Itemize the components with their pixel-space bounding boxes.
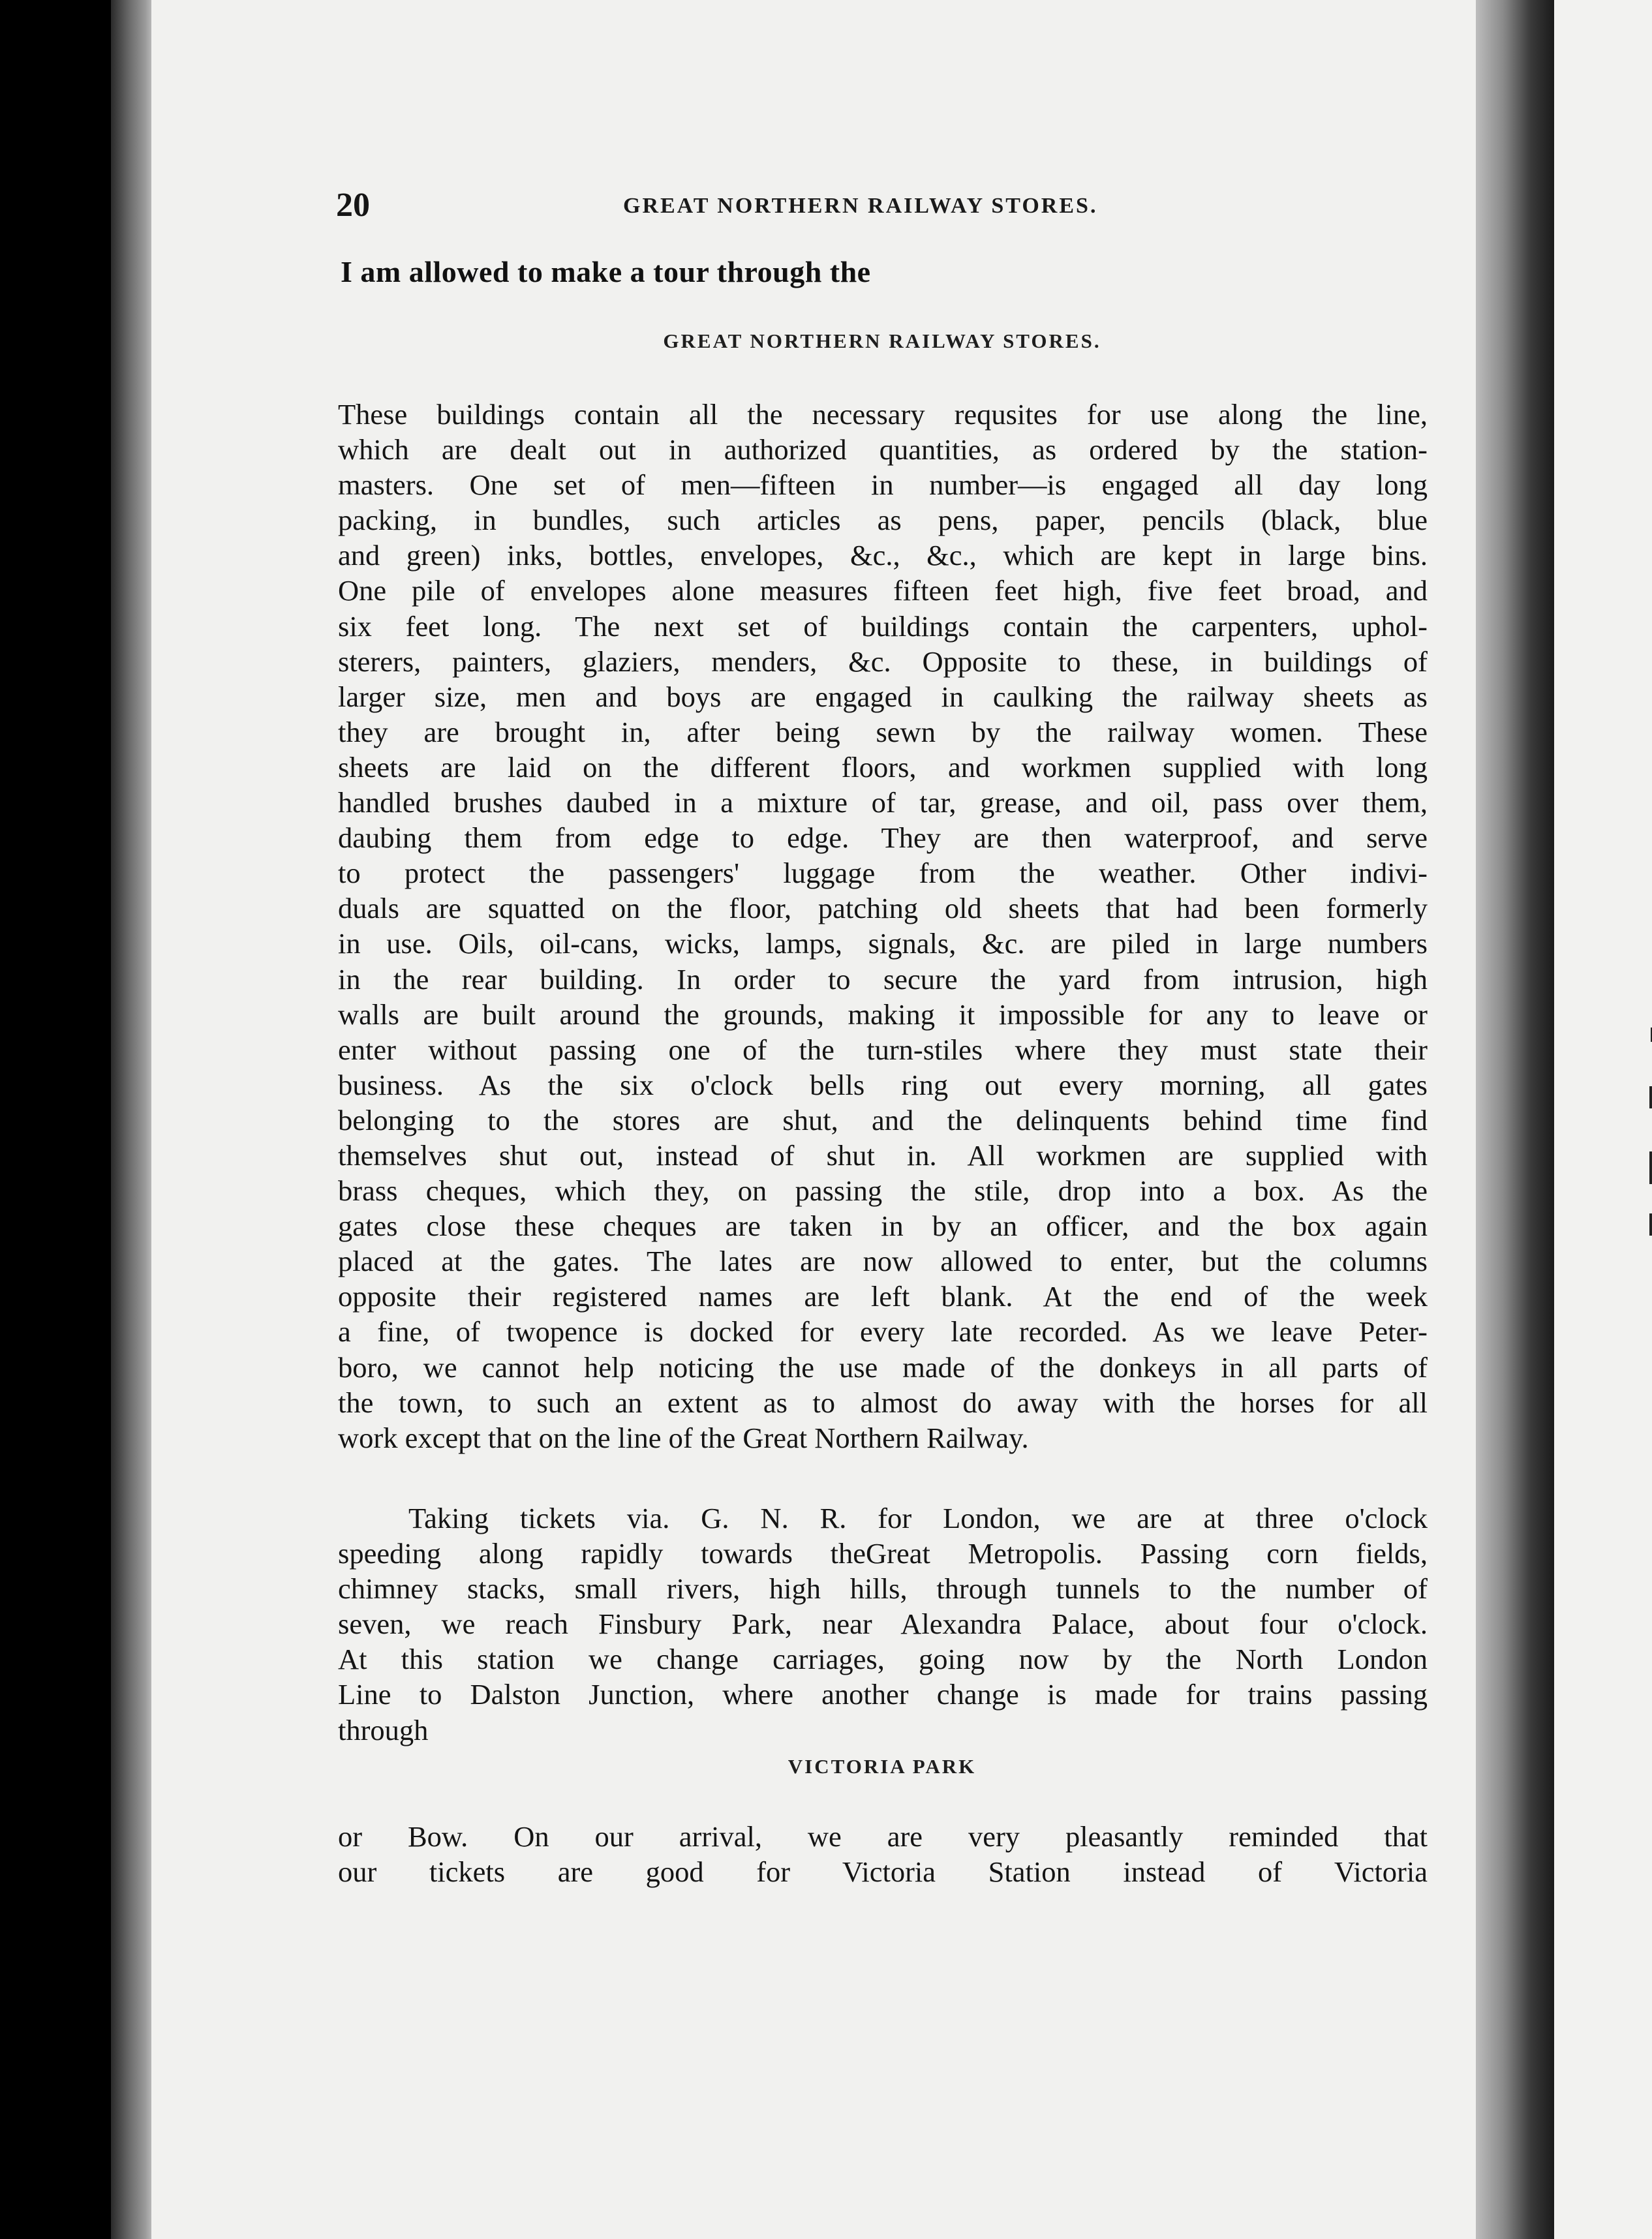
text-line: These buildings contain all the necessary requsites for use along the line, — [338, 398, 1428, 431]
text-line: Taking tickets via. G. N. R. for London, we are at three o'clock — [408, 1502, 1428, 1534]
text-line: which are dealt out in authorized quantities, as ordered by the station- — [338, 433, 1428, 466]
section-heading-park: VICTORIA PARK — [788, 1755, 977, 1778]
text-line: boro, we cannot help noticing the use made of the donkeys in all parts of — [338, 1350, 1428, 1384]
text-line: masters. One set of men—fifteen in number—is engaged all day long — [338, 468, 1428, 502]
text-line: a fine, of twopence is docked for every late recorded. As we leave Peter- — [338, 1315, 1428, 1348]
text-line: walls are built around the grounds, making it impossible for any to leave or — [338, 998, 1428, 1031]
text-line: in the rear building. In order to secure the yard from intrusion, high — [338, 962, 1428, 996]
intro-line: I am allowed to make a tour through the — [341, 255, 871, 288]
section-heading-stores: GREAT NORTHERN RAILWAY STORES. — [663, 329, 1101, 352]
text-line: to protect the passengers' luggage from the weather. Other indivi- — [338, 857, 1428, 890]
text-line: sheets are laid on the different floors, and workmen supplied with long — [338, 750, 1428, 784]
text-line: belonging to the stores are shut, and the delinquents behind time find — [338, 1103, 1428, 1136]
text-line: speeding along rapidly towards theGreat Metropolis. Passing corn fields, — [338, 1537, 1428, 1570]
text-line: six feet long. The next set of buildings contain the carpenters, uphol- — [338, 609, 1428, 643]
text-line: brass cheques, which they, on passing the stile, drop into a box. As the — [338, 1174, 1428, 1208]
text-line: work except that on the line of the Great Northern Railway. — [338, 1421, 1029, 1454]
text-line: opposite their registered names are left blank. At the end of the week — [338, 1280, 1428, 1313]
text-line: Line to Dalston Junction, where another change is made for trains passing — [338, 1678, 1428, 1711]
text-line: in use. Oils, oil-cans, wicks, lamps, signals, &c. are piled in large numbers — [338, 927, 1428, 960]
paragraph-journey — [338, 1500, 1428, 1748]
text-line: sterers, painters, glaziers, menders, &c. Opposite to these, in buildings of — [338, 645, 1428, 678]
text-line: At this station we change carriages, going now by the North London — [338, 1643, 1428, 1676]
text-line: gates close these cheques are taken in by an officer, and the box again — [338, 1210, 1428, 1243]
text-line: enter without passing one of the turn-stiles where they must state their — [338, 1033, 1428, 1066]
text-line: chimney stacks, small rivers, high hills, through tunnels to the number of — [338, 1572, 1428, 1606]
text-line: or Bow. On our arrival, we are very pleasantly reminded that — [338, 1820, 1428, 1853]
running-head-title: GREAT NORTHERN RAILWAY STORES. — [623, 194, 1098, 218]
text-line: and green) inks, bottles, envelopes, &c., &c., which are kept in large bins. — [338, 539, 1428, 572]
text-line: larger size, men and boys are engaged in caulking the railway sheets as — [338, 680, 1428, 713]
text-line: business. As the six o'clock bells ring out every morning, all gates — [338, 1068, 1428, 1101]
text-line: through — [338, 1713, 429, 1746]
text-line: seven, we reach Finsbury Park, near Alexandra Palace, about four o'clock. — [338, 1607, 1428, 1641]
text-line: One pile of envelopes alone measures fifteen feet high, five feet broad, and — [338, 574, 1428, 607]
text-line: handled brushes daubed in a mixture of tar, grease, and oil, pass over them, — [338, 786, 1428, 819]
left-binding-shadow — [111, 0, 157, 2239]
paragraph-arrival — [338, 1819, 1428, 1889]
text-line: duals are squatted on the floor, patching old sheets that had been formerly — [338, 892, 1428, 925]
paragraph-stores — [338, 397, 1428, 1455]
text-line: the town, to such an extent as to almost do away with the horses for all — [338, 1386, 1428, 1419]
text-line: daubing them from edge to edge. They are then waterproof, and serve — [338, 821, 1428, 855]
page-number: 20 — [336, 187, 370, 224]
text-line: they are brought in, after being sewn by the railway women. These — [338, 715, 1428, 748]
text-line: our tickets are good for Victoria Station instead of Victoria — [338, 1855, 1428, 1889]
text-line: themselves shut out, instead of shut in. All workmen are supplied with — [338, 1138, 1428, 1172]
text-line: packing, in bundles, such articles as pens, paper, pencils (black, blue — [338, 504, 1428, 537]
right-gutter-shadow — [1476, 0, 1554, 2239]
facing-page-edge — [1554, 0, 1652, 2239]
text-line: placed at the gates. The lates are now allowed to enter, but the columns — [338, 1245, 1428, 1278]
running-head — [336, 186, 1426, 225]
